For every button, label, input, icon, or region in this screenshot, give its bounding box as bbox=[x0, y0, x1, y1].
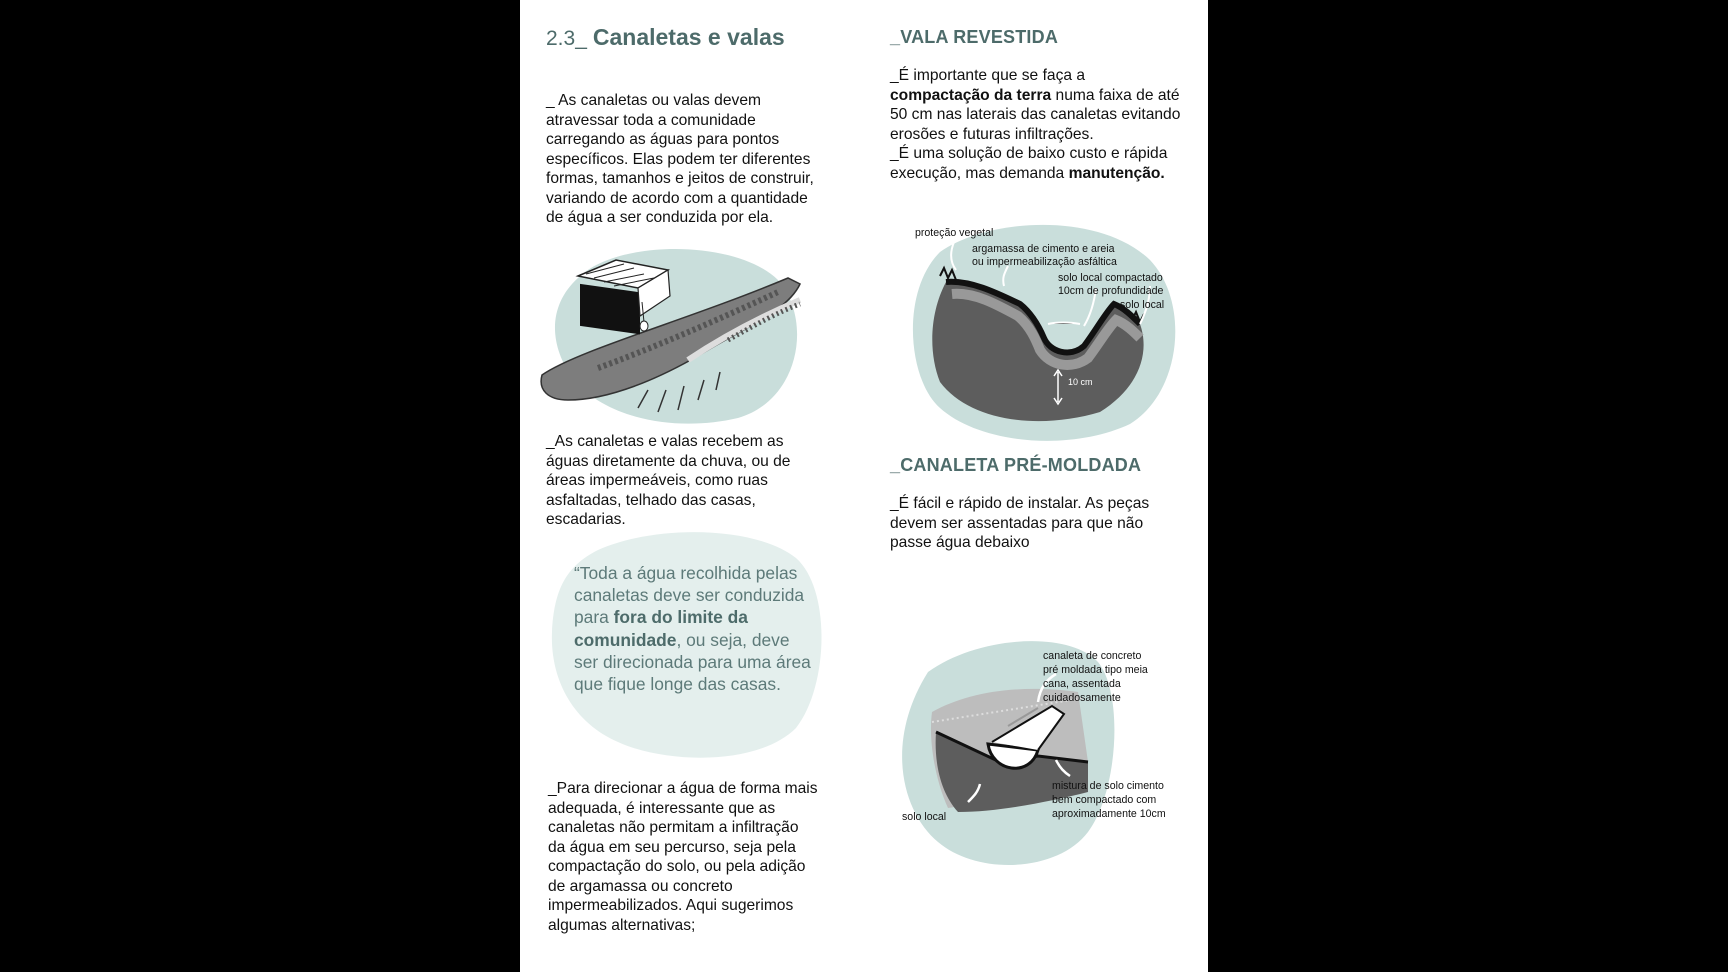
quote-text bbox=[574, 562, 814, 695]
label-argamassa-2: ou impermeabilização asfáltica bbox=[972, 256, 1117, 268]
canaleta-title: _CANALETA PRÉ-MOLDADA bbox=[890, 455, 1142, 475]
direct-paragraph: _Para direcionar a água de forma mais adequada, é interessante que as canaletas não permitam a infiltração da água em seu percurso, seja pela compactação do solo, ou pela adição de argamassa ou concreto impermeabilizados. Aqui sugerimos algumas alternativas; bbox=[548, 780, 818, 934]
label-concreto-4: cuidadosamente bbox=[1043, 692, 1121, 704]
canaleta-paragraph: _É fácil e rápido de instalar. As peças devem ser assentadas para que não passe água debaixo bbox=[890, 495, 1150, 551]
label-concreto-2: pré moldada tipo meia bbox=[1043, 664, 1148, 676]
vala-paragraph bbox=[890, 66, 1186, 183]
rain-paragraph: _As canaletas e valas recebem as águas diretamente da chuva, ou de áreas impermeáveis, como ruas asfaltadas, telhado das casas, escadarias. bbox=[546, 433, 791, 528]
quote-text-part: “Toda a água recolhida pelas canaletas deve ser conduzida para bbox=[574, 563, 805, 628]
vala-text-3: _É uma solução de baixo custo e rápida execução, mas demanda bbox=[890, 145, 1168, 182]
label-solo-local-2: solo local bbox=[902, 811, 947, 823]
intro-paragraph: _ As canaletas ou valas devem atravessar toda a comunidade carregando as águas para pontos específicos. Elas podem ter diferentes formas, tamanhos e jeitos de construir, variando de acordo com a quantidade de água a ser conduzida por ela. bbox=[546, 92, 814, 226]
label-solo-compactado-1: solo local compactado bbox=[1058, 272, 1163, 284]
document-page bbox=[520, 0, 1208, 972]
label-concreto-1: canaleta de concreto bbox=[1043, 650, 1142, 662]
section-number: 2.3_ bbox=[546, 27, 587, 50]
vala-text-1: _É importante que se faça a bbox=[890, 67, 1086, 84]
vala-text-2: numa faixa de até 50 cm nas laterais das canaletas evitando erosões e futuras infiltrações. bbox=[890, 86, 1181, 143]
section-title: Canaletas e valas bbox=[592, 24, 785, 50]
label-mistura-1: mistura de solo cimento bbox=[1052, 780, 1164, 792]
label-argamassa-1: argamassa de cimento e areia bbox=[972, 243, 1115, 255]
channel-street-illustration bbox=[538, 240, 818, 430]
label-solo-local: solo local bbox=[1120, 299, 1165, 311]
vala-emphasis-2: manutenção. bbox=[1068, 164, 1165, 182]
quote-emphasis: fora do limite da comunidade bbox=[574, 607, 748, 650]
vala-measure-label: 10 cm bbox=[1068, 377, 1093, 387]
quote-text-end: , ou seja, deve ser direcionada para uma área que fique longe das casas. bbox=[574, 629, 811, 695]
vala-emphasis-1: compactação da terra bbox=[890, 86, 1052, 104]
label-mistura-3: aproximadamente 10cm bbox=[1052, 808, 1166, 820]
vala-title: _VALA REVESTIDA bbox=[890, 27, 1059, 47]
label-concreto-3: cana, assentada bbox=[1043, 678, 1121, 690]
label-mistura-2: bem compactado com bbox=[1052, 794, 1157, 806]
section-heading bbox=[546, 24, 785, 51]
label-solo-compactado-2: 10cm de profundidade bbox=[1058, 285, 1164, 297]
label-protecao-vegetal: proteção vegetal bbox=[915, 227, 994, 239]
